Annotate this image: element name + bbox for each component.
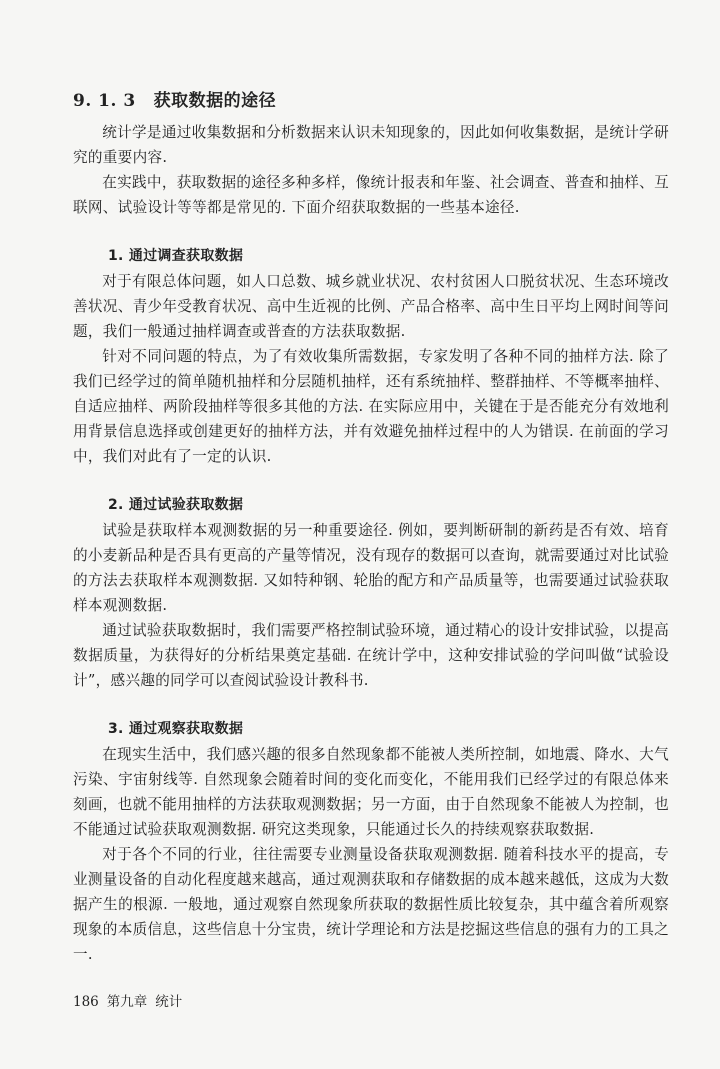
chapter-label: 第九章 [106,994,148,1010]
intro-paragraph: 在实践中，获取数据的途径多种多样，像统计报表和年鉴、社会调查、普查和抽样、互联网、试验设计等等都是常见的. 下面介绍获取数据的一些基本途径. [73,174,669,216]
subsection-heading-experiment: 2. 通过试验获取数据 [108,497,244,513]
page-footer [73,990,190,1010]
subsection-heading-survey: 1. 通过调查获取数据 [108,248,244,264]
body-paragraph: 对于各个不同的行业，往往需要专业测量设备获取观测数据. 随着科技水平的提高，专业测量设备的自动化程度越来越高，通过观测获取和存储数据的成本越来越低，这成为大数据产生的根源. 一般地，通过观察自然现象所获取的数据性质比较复杂，其中蕴含着所观察现象的本质信息，这些信息十分宝贵，统计学理论和方法是挖掘这些信息的强有力的工具之一. [73,846,669,963]
section-number: 9. 1. 3 [73,91,136,111]
page-number: 186 [73,994,99,1010]
page-content [73,120,669,967]
body-paragraph: 在现实生活中，我们感兴趣的很多自然现象都不能被人类所控制，如地震、降水、大气污染、宇宙射线等. 自然现象会随着时间的变化而变化，不能用我们已经学过的有限总体来刻画，也就不能用抽样的方法获取观测数据；另一方面，由于自然现象不能被人为控制，也不能通过试验获取观测数据. 研究这类现象，只能通过长久的持续观察获取数据. [73,746,669,838]
body-paragraph: 试验是获取样本观测数据的另一种重要途径. 例如，要判断研制的新药是否有效、培育的小麦新品种是否具有更高的产量等情况，没有现存的数据可以查询，就需要通过对比试验的方法去获取样本观测数据. 又如特种钢、轮胎的配方和产品质量等，也需要通过试验获取样本观测数据. [73,522,669,614]
section-title [73,86,276,111]
body-paragraph: 通过试验获取数据时，我们需要严格控制试验环境，通过精心的设计安排试验，以提高数据质量，为获得好的分析结果奠定基础. 在统计学中，这种安排试验的学问叫做“试验设计”，感兴趣的同学可以查阅试验设计教科书. [73,622,669,689]
section-heading: 获取数据的途径 [153,91,277,111]
chapter-title: 统计 [155,994,183,1010]
body-paragraph: 针对不同问题的特点，为了有效收集所需数据，专家发明了各种不同的抽样方法. 除了我们已经学过的简单随机抽样和分层随机抽样，还有系统抽样、整群抽样、不等概率抽样、自适应抽样、两阶段抽样等很多其他的方法. 在实际应用中，关键在于是否能充分有效地利用背景信息选择或创建更好的抽样方法，并有效避免抽样过程中的人为错误. 在前面的学习中，我们对此有了一定的认识. [73,348,669,465]
subsection-heading-observation: 3. 通过观察获取数据 [108,721,244,737]
intro-paragraph: 统计学是通过收集数据和分析数据来认识未知现象的，因此如何收集数据，是统计学研究的重要内容. [73,124,669,166]
body-paragraph: 对于有限总体问题，如人口总数、城乡就业状况、农村贫困人口脱贫状况、生态环境改善状况、青少年受教育状况、高中生近视的比例、产品合格率、高中生日平均上网时间等问题，我们一般通过抽样调查或普查的方法获取数据. [73,273,669,340]
